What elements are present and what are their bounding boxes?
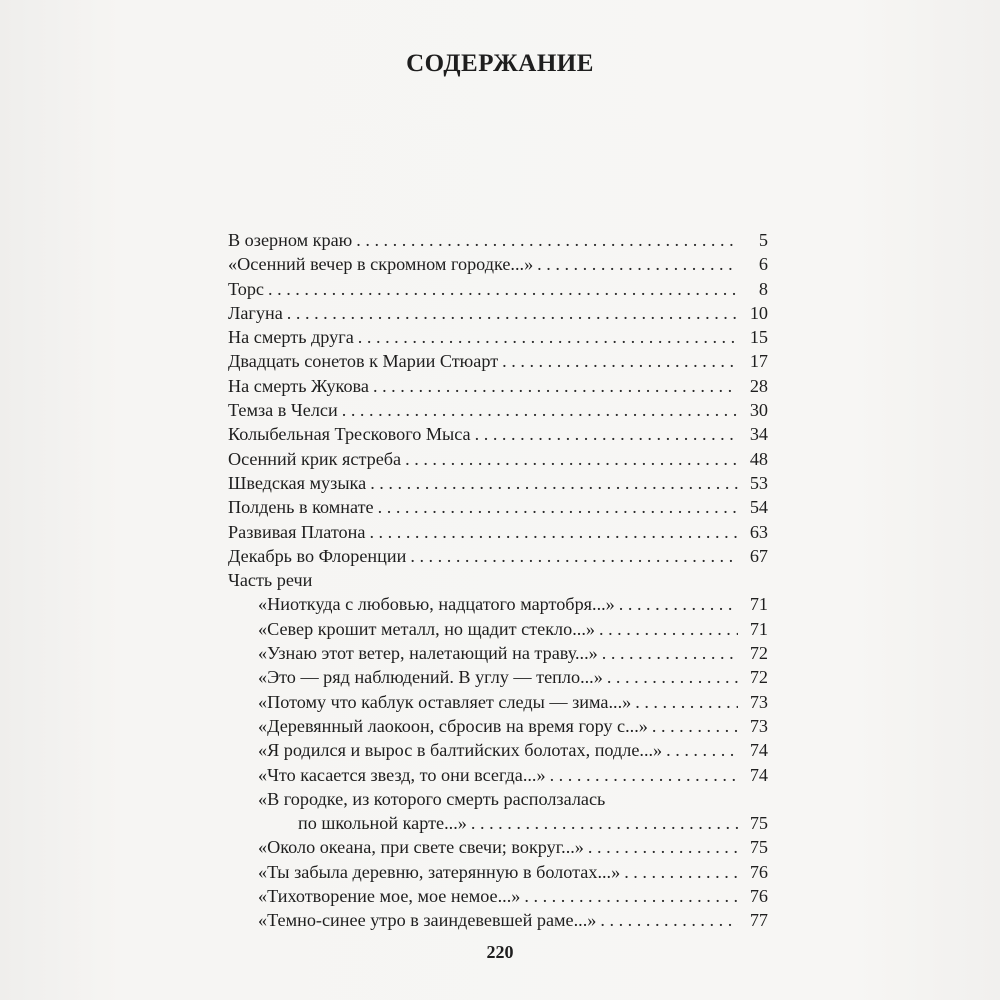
toc-entry xyxy=(228,277,768,301)
toc-entry-title: «Осенний вечер в скромном городке...» xyxy=(228,254,534,275)
toc-entry xyxy=(228,422,768,446)
contents-heading: СОДЕРЖАНИЕ xyxy=(406,50,594,77)
dot-leader xyxy=(378,495,738,519)
dot-leader xyxy=(550,763,738,787)
toc-entry-title: «Узнаю этот ветер, налетающий на траву...» xyxy=(258,643,598,664)
toc-entry xyxy=(228,374,768,398)
toc-entry-page: 72 xyxy=(749,667,768,688)
dot-leader xyxy=(287,301,738,325)
toc-entry-page: 17 xyxy=(749,351,768,372)
toc-entry xyxy=(228,617,768,641)
toc-entry xyxy=(228,252,768,276)
toc-entry xyxy=(228,884,768,908)
dot-leader xyxy=(370,471,738,495)
toc-entry-page: 34 xyxy=(749,424,768,445)
toc-entry-page: 48 xyxy=(749,448,768,469)
toc-entry-title: На смерть друга xyxy=(228,327,354,348)
toc-entry-title: «Темно-синее утро в заиндевевшей раме...» xyxy=(258,910,597,931)
dot-leader xyxy=(369,520,738,544)
toc-entry-page: 73 xyxy=(749,715,768,736)
toc-entry-title: «Я родился и вырос в балтийских болотах, подле...» xyxy=(258,740,663,761)
toc-entry-title: по школьной карте...» xyxy=(298,813,467,834)
toc-entry-title: «Ниоткуда с любовью, надцатого мартобря...» xyxy=(258,594,615,615)
toc-entry xyxy=(228,835,768,859)
toc-entry xyxy=(228,544,768,568)
toc-entry-page: 6 xyxy=(758,254,768,275)
toc-entry-title: Лагуна xyxy=(228,302,283,323)
dot-leader xyxy=(624,860,738,884)
dot-leader xyxy=(635,690,738,714)
toc-entry-first-line xyxy=(228,787,768,811)
toc-entry xyxy=(228,763,768,787)
toc-entry xyxy=(228,641,768,665)
toc-entry-page: 77 xyxy=(749,910,768,931)
toc-entry-title: Двадцать сонетов к Марии Стюарт xyxy=(228,351,499,372)
toc-entry-page: 72 xyxy=(749,643,768,664)
dot-leader xyxy=(502,349,738,373)
toc-entry-title: Декабрь во Флоренции xyxy=(228,545,407,566)
dot-leader xyxy=(600,908,738,932)
toc-entry-title: «В городке, из которого смерть расползалась xyxy=(258,788,606,809)
dot-leader xyxy=(475,422,738,446)
toc-entry-title: Шведская музыка xyxy=(228,472,367,493)
dot-leader xyxy=(666,738,738,762)
toc-entry-title: Колыбельная Трескового Мыса xyxy=(228,424,471,445)
toc-entry xyxy=(228,665,768,689)
toc-entry-title: «Что касается звезд, то они всегда...» xyxy=(258,764,546,785)
toc-entry-page: 75 xyxy=(749,837,768,858)
toc-entry-page: 67 xyxy=(749,545,768,566)
dot-leader xyxy=(652,714,738,738)
toc-entry-page: 74 xyxy=(749,764,768,785)
dot-leader xyxy=(268,277,738,301)
dot-leader xyxy=(356,228,738,252)
toc-entry xyxy=(228,398,768,422)
dot-leader xyxy=(410,544,738,568)
toc-entry-page: 53 xyxy=(749,472,768,493)
dot-leader xyxy=(373,374,738,398)
page-number: 220 xyxy=(486,942,514,962)
dot-leader xyxy=(405,447,738,471)
toc-entry xyxy=(228,860,768,884)
toc-entry xyxy=(228,908,768,932)
toc-entry xyxy=(228,228,768,252)
toc-entry-page: 30 xyxy=(749,400,768,421)
toc-entry-title: «Деревянный лаокоон, сбросив на время гору с...» xyxy=(258,715,648,736)
toc-entry xyxy=(228,349,768,373)
toc-entry-continuation xyxy=(228,811,768,835)
toc-entry-page: 15 xyxy=(749,327,768,348)
toc-entry-title: «Около океана, при свете свечи; вокруг...» xyxy=(258,837,584,858)
toc-entry xyxy=(228,325,768,349)
toc-entry-page: 75 xyxy=(749,813,768,834)
toc-entry-page: 71 xyxy=(749,594,768,615)
toc-entry-page: 71 xyxy=(749,618,768,639)
table-of-contents xyxy=(228,228,768,933)
toc-entry-page: 76 xyxy=(749,861,768,882)
toc-entry xyxy=(228,471,768,495)
toc-entry xyxy=(228,301,768,325)
toc-entry-page: 54 xyxy=(749,497,768,518)
toc-entry-title: В озерном краю xyxy=(228,230,353,250)
dot-leader xyxy=(619,592,738,616)
toc-entry-title: Развивая Платона xyxy=(228,521,366,542)
toc-entry-title: «Ты забыла деревню, затерянную в болотах...» xyxy=(258,861,621,882)
toc-entry-page: 5 xyxy=(758,230,768,250)
dot-leader xyxy=(537,252,738,276)
toc-entry-title: Торс xyxy=(228,278,265,299)
toc-entry-title: «Это — ряд наблюдений. В углу — тепло...» xyxy=(258,667,603,688)
toc-entry xyxy=(228,714,768,738)
dot-leader xyxy=(524,884,738,908)
dot-leader xyxy=(342,398,738,422)
toc-entry xyxy=(228,495,768,519)
toc-entry-title: Осенний крик ястреба xyxy=(228,448,402,469)
toc-entry-title: «Потому что каблук оставляет следы — зима...» xyxy=(258,691,632,712)
toc-entry-page: 73 xyxy=(749,691,768,712)
toc-entry-title: «Тихотворение мое, мое немое...» xyxy=(258,886,521,907)
toc-entry xyxy=(228,592,768,616)
dot-leader xyxy=(602,641,738,665)
toc-section-heading xyxy=(228,568,768,592)
toc-entry-title: На смерть Жукова xyxy=(228,375,369,396)
dot-leader xyxy=(471,811,738,835)
toc-entry-page: 28 xyxy=(749,375,768,396)
dot-leader xyxy=(607,665,738,689)
toc-entry-page: 8 xyxy=(758,278,768,299)
dot-leader xyxy=(599,617,738,641)
toc-entry-title: Полдень в комнате xyxy=(228,497,374,518)
toc-entry-page: 76 xyxy=(749,886,768,907)
dot-leader xyxy=(588,835,738,859)
toc-entry-page: 63 xyxy=(749,521,768,542)
toc-entry xyxy=(228,690,768,714)
toc-entry-title: «Север крошит металл, но щадит стекло...» xyxy=(258,618,595,639)
toc-entry-page: 10 xyxy=(749,302,768,323)
toc-entry xyxy=(228,520,768,544)
toc-section-title: Часть речи xyxy=(228,570,313,591)
toc-entry xyxy=(228,447,768,471)
toc-entry xyxy=(228,738,768,762)
toc-entry-page: 74 xyxy=(749,740,768,761)
toc-entry-title: Темза в Челси xyxy=(228,400,338,421)
dot-leader xyxy=(358,325,738,349)
